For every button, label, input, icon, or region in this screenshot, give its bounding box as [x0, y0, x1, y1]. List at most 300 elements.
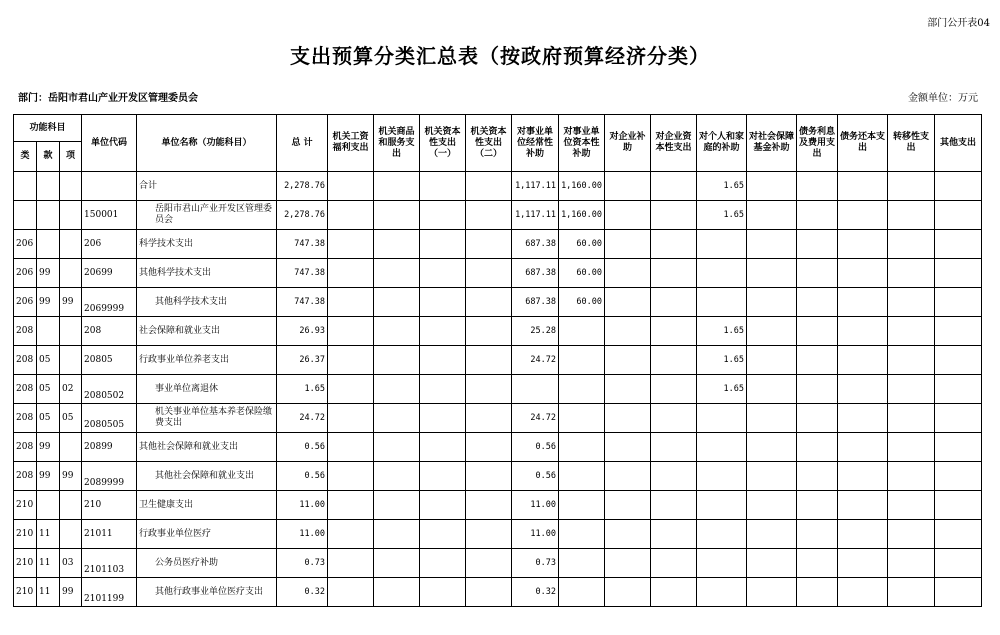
cell-total: 11.00	[277, 520, 328, 549]
cell-lei: 208	[14, 375, 37, 404]
cell-value	[747, 317, 797, 346]
cell-value	[651, 404, 697, 433]
header-col: 机关资本性支出（二）	[466, 115, 512, 172]
cell-value	[466, 317, 512, 346]
cell-value	[888, 404, 935, 433]
cell-total: 26.93	[277, 317, 328, 346]
cell-value	[374, 433, 420, 462]
cell-value	[651, 375, 697, 404]
cell-value	[888, 259, 935, 288]
cell-total: 24.72	[277, 404, 328, 433]
cell-value	[420, 375, 466, 404]
cell-value	[838, 288, 888, 317]
cell-value	[559, 433, 605, 462]
cell-value	[328, 172, 374, 201]
cell-value	[559, 317, 605, 346]
cell-value	[651, 288, 697, 317]
cell-value	[888, 433, 935, 462]
cell-value	[747, 578, 797, 607]
cell-value	[697, 491, 747, 520]
table-row	[14, 578, 982, 607]
cell-value	[838, 317, 888, 346]
cell-value	[605, 491, 651, 520]
cell-lei: 206	[14, 230, 37, 259]
cell-value	[935, 404, 982, 433]
cell-unit-name: 行政事业单位养老支出	[137, 346, 277, 375]
cell-value	[935, 317, 982, 346]
cell-value	[888, 172, 935, 201]
cell-value	[797, 375, 838, 404]
cell-total: 747.38	[277, 259, 328, 288]
cell-value: 1,160.00	[559, 201, 605, 230]
cell-unit-name: 卫生健康支出	[137, 491, 277, 520]
cell-value	[605, 317, 651, 346]
cell-unit-code: 20899	[82, 433, 137, 462]
cell-value	[651, 549, 697, 578]
cell-value	[797, 288, 838, 317]
cell-value: 1.65	[697, 375, 747, 404]
cell-value: 1,117.11	[512, 201, 559, 230]
cell-total: 0.32	[277, 578, 328, 607]
table-row	[14, 462, 982, 491]
cell-value	[374, 404, 420, 433]
cell-value	[420, 520, 466, 549]
cell-value: 60.00	[559, 259, 605, 288]
cell-value	[697, 404, 747, 433]
cell-value	[559, 491, 605, 520]
cell-xiang	[60, 520, 82, 549]
cell-value	[697, 462, 747, 491]
cell-value	[420, 259, 466, 288]
cell-value	[935, 578, 982, 607]
cell-unit-name: 行政事业单位医疗	[137, 520, 277, 549]
cell-value: 0.56	[512, 433, 559, 462]
cell-value	[797, 462, 838, 491]
cell-lei: 210	[14, 578, 37, 607]
cell-value	[374, 491, 420, 520]
cell-xiang	[60, 433, 82, 462]
cell-unit-name: 其他科学技术支出	[137, 259, 277, 288]
cell-value	[512, 375, 559, 404]
cell-kuan: 99	[37, 433, 60, 462]
cell-xiang	[60, 172, 82, 201]
cell-value	[420, 578, 466, 607]
cell-value	[466, 404, 512, 433]
cell-value	[466, 549, 512, 578]
cell-kuan: 99	[37, 259, 60, 288]
cell-value	[838, 404, 888, 433]
cell-unit-name: 其他社会保障和就业支出	[137, 433, 277, 462]
table-row	[14, 520, 982, 549]
cell-unit-name: 机关事业单位基本养老保险缴费支出	[137, 404, 277, 433]
cell-value: 11.00	[512, 491, 559, 520]
cell-value	[466, 375, 512, 404]
cell-value	[935, 549, 982, 578]
cell-value	[651, 578, 697, 607]
cell-value	[747, 259, 797, 288]
cell-unit-code: 210	[82, 491, 137, 520]
cell-value	[328, 288, 374, 317]
table-row	[14, 201, 982, 230]
header-xiang: 项	[60, 142, 82, 172]
cell-value	[697, 549, 747, 578]
table-row	[14, 491, 982, 520]
cell-value	[651, 230, 697, 259]
cell-value	[747, 201, 797, 230]
cell-value	[466, 520, 512, 549]
cell-value	[935, 433, 982, 462]
cell-lei: 208	[14, 404, 37, 433]
cell-value	[935, 346, 982, 375]
header-unit-code: 单位代码	[82, 115, 137, 172]
cell-value	[605, 172, 651, 201]
cell-value: 1.65	[697, 201, 747, 230]
cell-value	[559, 346, 605, 375]
cell-value	[888, 462, 935, 491]
cell-unit-code: 20805	[82, 346, 137, 375]
cell-value	[935, 462, 982, 491]
header-col: 对个人和家庭的补助	[697, 115, 747, 172]
table-row	[14, 433, 982, 462]
cell-value	[374, 346, 420, 375]
cell-value: 24.72	[512, 404, 559, 433]
cell-value	[888, 578, 935, 607]
cell-value	[797, 172, 838, 201]
cell-total: 0.56	[277, 433, 328, 462]
cell-total: 0.56	[277, 462, 328, 491]
cell-value	[797, 491, 838, 520]
cell-unit-code: 2069999	[82, 288, 137, 317]
cell-kuan	[37, 172, 60, 201]
cell-kuan	[37, 491, 60, 520]
cell-value	[651, 433, 697, 462]
cell-lei: 210	[14, 549, 37, 578]
cell-value	[651, 491, 697, 520]
table-row	[14, 549, 982, 578]
cell-xiang: 99	[60, 578, 82, 607]
cell-value	[420, 172, 466, 201]
cell-unit-code: 2080502	[82, 375, 137, 404]
cell-value	[747, 288, 797, 317]
cell-value	[747, 230, 797, 259]
cell-value	[466, 578, 512, 607]
cell-unit-code: 2080505	[82, 404, 137, 433]
table-row	[14, 230, 982, 259]
cell-value	[374, 549, 420, 578]
cell-value	[697, 578, 747, 607]
cell-lei: 208	[14, 346, 37, 375]
cell-unit-name: 公务员医疗补助	[137, 549, 277, 578]
cell-kuan: 05	[37, 404, 60, 433]
cell-value	[605, 259, 651, 288]
cell-value	[935, 491, 982, 520]
cell-lei: 208	[14, 433, 37, 462]
cell-value	[838, 549, 888, 578]
cell-lei: 210	[14, 520, 37, 549]
cell-value	[420, 201, 466, 230]
cell-value	[328, 433, 374, 462]
header-kuan: 款	[37, 142, 60, 172]
cell-value	[697, 520, 747, 549]
cell-value	[374, 259, 420, 288]
cell-xiang	[60, 317, 82, 346]
cell-unit-name: 社会保障和就业支出	[137, 317, 277, 346]
cell-kuan	[37, 230, 60, 259]
cell-xiang: 03	[60, 549, 82, 578]
cell-value	[559, 578, 605, 607]
cell-value	[559, 375, 605, 404]
cell-value	[374, 578, 420, 607]
cell-value	[838, 346, 888, 375]
cell-xiang: 02	[60, 375, 82, 404]
cell-xiang: 99	[60, 288, 82, 317]
cell-value	[838, 201, 888, 230]
cell-value	[935, 172, 982, 201]
amount-unit-label: 金额单位：万元	[908, 93, 978, 104]
cell-value	[797, 201, 838, 230]
cell-value	[697, 259, 747, 288]
header-unit-name: 单位名称（功能科目）	[137, 115, 277, 172]
cell-unit-code	[82, 172, 137, 201]
cell-value	[420, 433, 466, 462]
cell-value	[838, 462, 888, 491]
cell-value	[797, 317, 838, 346]
cell-value	[328, 520, 374, 549]
table-row	[14, 346, 982, 375]
cell-value	[328, 491, 374, 520]
header-col: 债务利息及费用支出	[797, 115, 838, 172]
cell-value	[466, 230, 512, 259]
cell-value	[747, 346, 797, 375]
cell-value	[605, 375, 651, 404]
cell-value	[605, 578, 651, 607]
header-col: 机关商品和服务支出	[374, 115, 420, 172]
cell-value	[466, 462, 512, 491]
cell-value	[838, 520, 888, 549]
department-label: 部门：岳阳市君山产业开发区管理委员会	[18, 93, 198, 104]
cell-value	[466, 433, 512, 462]
cell-value	[328, 230, 374, 259]
page-title: 支出预算分类汇总表（按政府预算经济分类）	[290, 44, 710, 68]
cell-unit-name: 科学技术支出	[137, 230, 277, 259]
cell-value	[747, 433, 797, 462]
cell-value	[935, 230, 982, 259]
cell-value	[797, 230, 838, 259]
cell-value	[605, 404, 651, 433]
header-col: 对事业单位资本性补助	[559, 115, 605, 172]
header-col: 债务还本支出	[838, 115, 888, 172]
cell-value	[651, 201, 697, 230]
cell-value	[888, 346, 935, 375]
cell-lei	[14, 172, 37, 201]
cell-value	[328, 346, 374, 375]
cell-value	[374, 172, 420, 201]
cell-value	[420, 288, 466, 317]
cell-kuan: 05	[37, 375, 60, 404]
table-body	[14, 172, 982, 607]
cell-value	[888, 491, 935, 520]
cell-value	[747, 520, 797, 549]
cell-value	[420, 404, 466, 433]
table-row	[14, 288, 982, 317]
cell-value: 687.38	[512, 259, 559, 288]
cell-value	[888, 288, 935, 317]
cell-total: 0.73	[277, 549, 328, 578]
cell-unit-name: 其他社会保障和就业支出	[137, 462, 277, 491]
cell-lei: 208	[14, 462, 37, 491]
cell-value	[374, 520, 420, 549]
cell-value	[420, 317, 466, 346]
cell-value: 60.00	[559, 288, 605, 317]
cell-value	[605, 230, 651, 259]
cell-total: 747.38	[277, 230, 328, 259]
cell-value	[328, 462, 374, 491]
cell-value	[605, 288, 651, 317]
cell-xiang	[60, 491, 82, 520]
cell-value: 1,117.11	[512, 172, 559, 201]
cell-value	[797, 549, 838, 578]
cell-value	[747, 404, 797, 433]
cell-value	[374, 201, 420, 230]
cell-value	[559, 520, 605, 549]
cell-value	[838, 259, 888, 288]
cell-value	[651, 520, 697, 549]
cell-value: 1,160.00	[559, 172, 605, 201]
cell-value	[935, 375, 982, 404]
cell-value	[888, 520, 935, 549]
cell-value	[797, 259, 838, 288]
header-col: 对企业补助	[605, 115, 651, 172]
cell-total: 11.00	[277, 491, 328, 520]
cell-value	[466, 259, 512, 288]
cell-xiang	[60, 201, 82, 230]
cell-value	[697, 288, 747, 317]
cell-value: 1.65	[697, 317, 747, 346]
cell-value	[328, 404, 374, 433]
cell-value	[559, 462, 605, 491]
cell-unit-code: 2089999	[82, 462, 137, 491]
table-row	[14, 317, 982, 346]
cell-value: 0.73	[512, 549, 559, 578]
cell-lei	[14, 201, 37, 230]
cell-unit-name: 岳阳市君山产业开发区管理委员会	[137, 201, 277, 230]
cell-kuan: 11	[37, 578, 60, 607]
cell-value	[838, 172, 888, 201]
header-col: 对事业单位经常性补助	[512, 115, 559, 172]
cell-value	[605, 549, 651, 578]
cell-value	[605, 520, 651, 549]
cell-value	[328, 201, 374, 230]
cell-value	[888, 230, 935, 259]
cell-lei: 206	[14, 259, 37, 288]
cell-value	[374, 462, 420, 491]
cell-value	[466, 288, 512, 317]
table-row	[14, 172, 982, 201]
cell-kuan	[37, 201, 60, 230]
cell-value	[420, 549, 466, 578]
cell-kuan: 11	[37, 549, 60, 578]
cell-value	[466, 201, 512, 230]
cell-value: 24.72	[512, 346, 559, 375]
cell-value: 11.00	[512, 520, 559, 549]
cell-value	[838, 578, 888, 607]
cell-value	[651, 346, 697, 375]
cell-value	[420, 346, 466, 375]
cell-value	[374, 375, 420, 404]
header-col: 机关资本性支出（一）	[420, 115, 466, 172]
cell-unit-name: 事业单位离退休	[137, 375, 277, 404]
cell-total: 1.65	[277, 375, 328, 404]
cell-value	[651, 317, 697, 346]
cell-value	[651, 259, 697, 288]
cell-value	[466, 491, 512, 520]
cell-value: 0.56	[512, 462, 559, 491]
cell-value	[747, 462, 797, 491]
header-col: 对社会保障基金补助	[747, 115, 797, 172]
header-col: 其他支出	[935, 115, 982, 172]
cell-value	[466, 346, 512, 375]
cell-value	[374, 288, 420, 317]
cell-value	[697, 230, 747, 259]
cell-value	[935, 259, 982, 288]
cell-xiang: 05	[60, 404, 82, 433]
table-row	[14, 404, 982, 433]
cell-value	[605, 201, 651, 230]
cell-xiang: 99	[60, 462, 82, 491]
cell-value	[838, 375, 888, 404]
budget-table	[13, 114, 982, 607]
cell-value	[420, 230, 466, 259]
cell-value	[605, 346, 651, 375]
cell-total: 2,278.76	[277, 201, 328, 230]
cell-value	[797, 520, 838, 549]
cell-total: 2,278.76	[277, 172, 328, 201]
cell-value	[328, 375, 374, 404]
cell-value	[466, 172, 512, 201]
cell-value	[328, 259, 374, 288]
cell-total: 26.37	[277, 346, 328, 375]
cell-value	[651, 172, 697, 201]
cell-value	[328, 317, 374, 346]
cell-value: 687.38	[512, 288, 559, 317]
cell-value	[605, 462, 651, 491]
cell-xiang	[60, 346, 82, 375]
cell-value	[838, 433, 888, 462]
cell-lei: 210	[14, 491, 37, 520]
cell-value	[651, 462, 697, 491]
cell-value	[888, 375, 935, 404]
cell-value	[888, 317, 935, 346]
form-number: 部门公开表04	[927, 18, 990, 29]
cell-value	[605, 433, 651, 462]
cell-value	[888, 201, 935, 230]
cell-value	[328, 578, 374, 607]
cell-kuan: 99	[37, 462, 60, 491]
cell-value: 1.65	[697, 346, 747, 375]
header-lei: 类	[14, 142, 37, 172]
cell-value	[888, 549, 935, 578]
cell-value	[935, 520, 982, 549]
cell-value	[374, 317, 420, 346]
cell-xiang	[60, 230, 82, 259]
table-row	[14, 259, 982, 288]
cell-unit-code: 21011	[82, 520, 137, 549]
cell-value: 60.00	[559, 230, 605, 259]
cell-unit-name: 合计	[137, 172, 277, 201]
cell-kuan: 99	[37, 288, 60, 317]
cell-value	[797, 578, 838, 607]
header-col: 对企业资本性支出	[651, 115, 697, 172]
